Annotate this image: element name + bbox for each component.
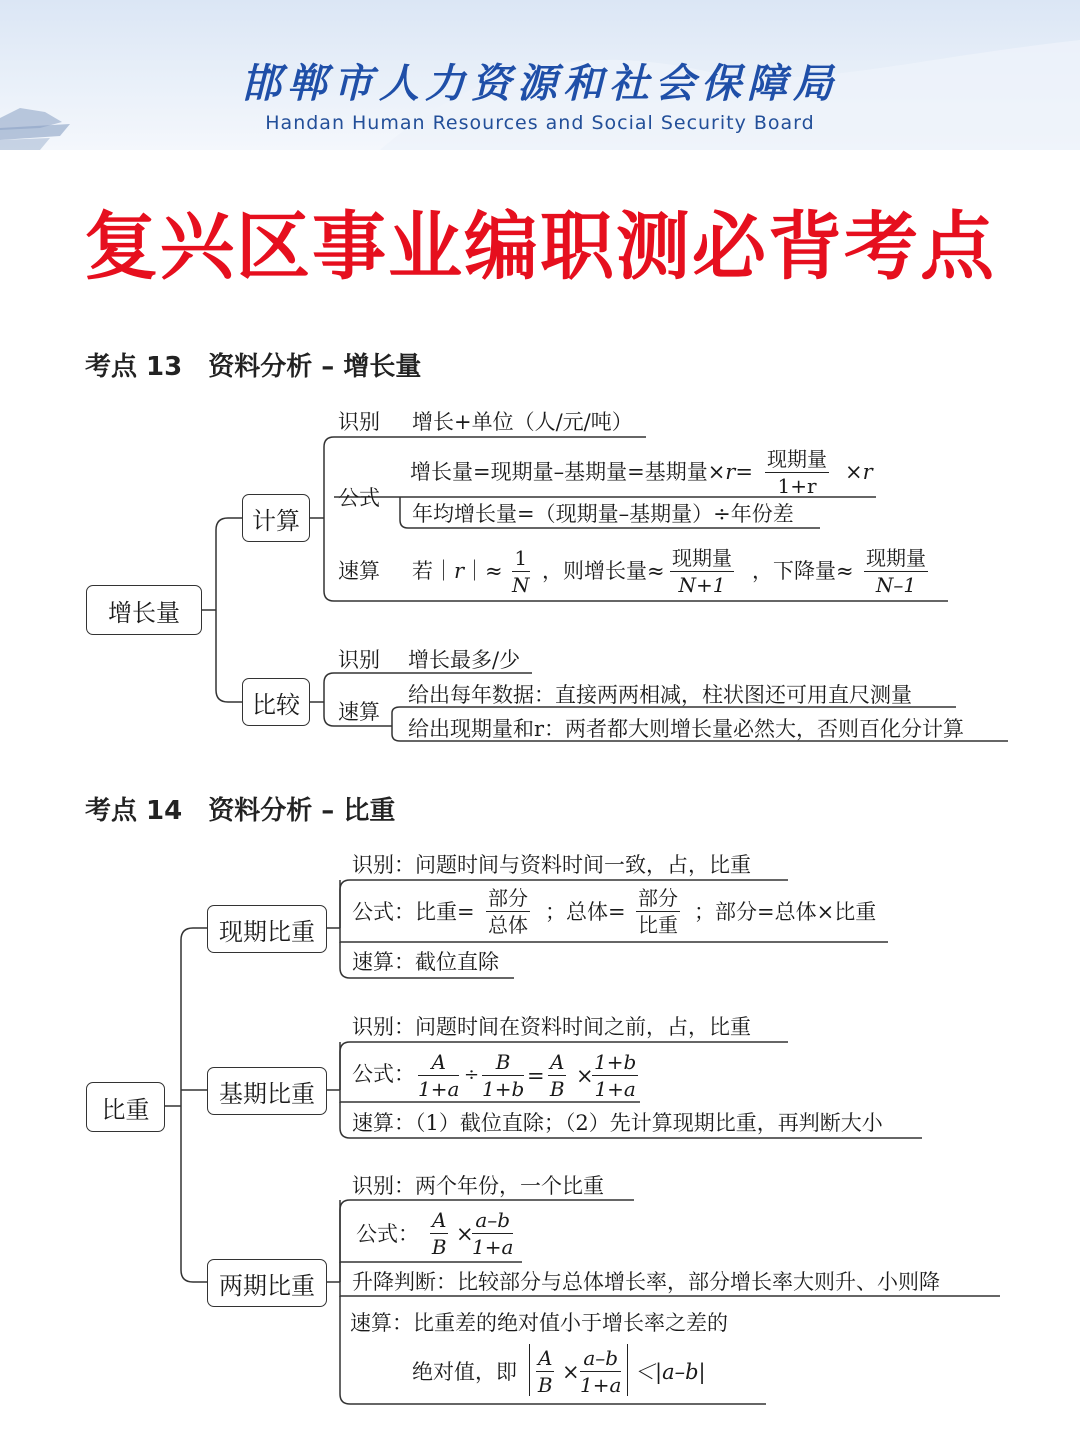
current-fraction-2 bbox=[636, 888, 680, 935]
base-identify: 识别：问题时间在资料时间之前，占，比重 bbox=[352, 1015, 751, 1039]
current-quick: 速算：截位直除 bbox=[352, 950, 499, 974]
label-quick: 速算 bbox=[338, 559, 380, 583]
fraction-numerator: A bbox=[418, 1052, 459, 1076]
current-formula-label: 公式：比重= bbox=[352, 900, 475, 924]
var-r: r bbox=[725, 460, 736, 484]
quick-fraction-2 bbox=[670, 548, 734, 595]
times-r: ×r bbox=[845, 460, 873, 484]
node-proportion bbox=[86, 1082, 165, 1132]
quick-approx: ｜≈ bbox=[464, 559, 503, 583]
two-quick-2: 绝对值，即 bbox=[412, 1360, 517, 1384]
formula-1 bbox=[410, 462, 753, 483]
fraction-denominator: 1+r bbox=[777, 474, 817, 498]
fraction-numerator: B bbox=[482, 1052, 524, 1076]
formula-2: 年均增长量=（现期量–基期量）÷年份差 bbox=[412, 502, 794, 526]
fraction-numerator: a–b bbox=[580, 1348, 621, 1372]
current-formula-mid: ；总体= bbox=[545, 900, 626, 924]
node-base-proportion bbox=[207, 1067, 327, 1115]
base-fraction-4 bbox=[592, 1052, 638, 1099]
fraction-numerator: 部分 bbox=[488, 886, 528, 910]
label-formula: 公式 bbox=[338, 486, 380, 510]
two-fraction-2 bbox=[472, 1210, 513, 1257]
current-identify: 识别：问题时间与资料时间一致，占，比重 bbox=[352, 853, 751, 877]
quick-if-text: 若｜ bbox=[412, 559, 454, 583]
divide-sign: ÷ bbox=[464, 1064, 480, 1085]
org-name-en: Handan Human Resources and Social Security Board bbox=[265, 112, 815, 134]
compare-quick-2: 给出现期量和r：两者都大则增长量必然大，否则百化分计算 bbox=[408, 717, 965, 741]
node-label: 增长量 bbox=[108, 598, 180, 627]
fraction-denominator: B bbox=[431, 1235, 447, 1259]
compare-quick-label: 速算 bbox=[338, 700, 380, 724]
compare-identify-text: 增长最多/少 bbox=[408, 648, 521, 672]
identify-text: 增长+单位（人/元/吨） bbox=[412, 410, 633, 434]
section-14-heading: 考点 14 资料分析 – 比重 bbox=[85, 796, 396, 826]
base-fraction-1 bbox=[418, 1052, 459, 1099]
compare-quick-1: 给出每年数据：直接两两相减，柱状图还可用直尺测量 bbox=[408, 683, 912, 707]
fraction-denominator: N+1 bbox=[678, 573, 726, 597]
node-label: 基期比重 bbox=[219, 1079, 315, 1108]
quick-if bbox=[412, 561, 503, 582]
two-identify: 识别：两个年份，一个比重 bbox=[352, 1174, 604, 1198]
fraction-denominator: 1+a bbox=[580, 1373, 622, 1397]
fraction-numerator: A bbox=[538, 1346, 553, 1370]
eq-sign: = bbox=[735, 460, 753, 484]
quick-down: ，下降量≈ bbox=[752, 559, 854, 583]
compare-identify-label: 识别 bbox=[338, 648, 380, 672]
fraction-denominator: 比重 bbox=[638, 913, 678, 937]
base-formula-label: 公式： bbox=[352, 1062, 415, 1086]
current-formula-end: ；部分=总体×比重 bbox=[694, 900, 877, 924]
node-label: 比较 bbox=[252, 690, 300, 719]
quick-fraction-3 bbox=[864, 548, 928, 595]
base-fraction-3 bbox=[548, 1052, 566, 1099]
node-two-period-proportion bbox=[207, 1259, 327, 1307]
base-fraction-2 bbox=[482, 1052, 524, 1099]
fraction-numerator: 现期量 bbox=[866, 546, 926, 570]
fraction-numerator: 现期量 bbox=[767, 447, 827, 471]
node-label: 比重 bbox=[101, 1095, 150, 1124]
fraction-denominator: 1+a bbox=[594, 1077, 636, 1101]
fraction-denominator: 总体 bbox=[488, 913, 528, 937]
label-identify: 识别 bbox=[338, 410, 380, 434]
fraction-denominator: B bbox=[549, 1077, 565, 1101]
var-r: r bbox=[454, 559, 465, 583]
times-sign: × bbox=[562, 1360, 580, 1384]
equals-sign: = bbox=[527, 1064, 545, 1088]
node-label: 现期比重 bbox=[219, 917, 315, 946]
two-formula-label: 公式： bbox=[356, 1222, 419, 1246]
fraction-denominator: 1+b bbox=[482, 1077, 525, 1101]
fraction-denominator: N bbox=[512, 573, 530, 597]
two-quick-1: 速算：比重差的绝对值小于增长率之差的 bbox=[350, 1311, 728, 1335]
fraction-denominator: B bbox=[537, 1373, 553, 1397]
fraction-numerator: 部分 bbox=[638, 886, 678, 910]
fraction-denominator: 1+a bbox=[418, 1077, 460, 1101]
node-current-proportion bbox=[207, 905, 327, 953]
fraction-numerator: A bbox=[550, 1050, 565, 1074]
fraction-numerator: A bbox=[432, 1208, 447, 1232]
two-judge: 升降判断：比较部分与总体增长率，部分增长率大则升、小则降 bbox=[352, 1270, 940, 1294]
node-compare bbox=[242, 678, 310, 726]
quick-fraction-1 bbox=[512, 548, 530, 595]
abs-bar-right bbox=[627, 1344, 629, 1396]
less-than-abs: ＜|a–b| bbox=[634, 1360, 706, 1384]
times-sign: × bbox=[456, 1222, 474, 1246]
current-fraction-1 bbox=[486, 888, 530, 935]
abs-bar-left bbox=[529, 1344, 531, 1396]
org-name-cn: 邯郸市人力资源和社会保障局 bbox=[241, 60, 839, 107]
two-fraction-1 bbox=[430, 1210, 448, 1257]
formula-1-fraction bbox=[765, 449, 829, 496]
node-label: 计算 bbox=[252, 506, 300, 535]
fraction-numerator: 1+b bbox=[594, 1050, 637, 1074]
fraction-numerator: 1 bbox=[512, 548, 530, 572]
times-sign: × bbox=[576, 1064, 594, 1088]
node-calc bbox=[242, 494, 310, 542]
node-growth-amount bbox=[86, 585, 202, 635]
section-13-heading: 考点 13 资料分析 – 增长量 bbox=[85, 352, 422, 382]
formula-1-text: 增长量=现期量–基期量=基期量× bbox=[410, 460, 726, 484]
quick-then: ，则增长量≈ bbox=[542, 559, 665, 583]
fraction-denominator: 1+a bbox=[472, 1235, 514, 1259]
node-label: 两期比重 bbox=[219, 1271, 315, 1300]
page-title: 复兴区事业编职测必背考点 bbox=[84, 204, 996, 290]
fraction-numerator: 现期量 bbox=[672, 546, 732, 570]
two-fraction-4 bbox=[580, 1348, 621, 1395]
base-quick: 速算：（1）截位直除；（2）先计算现期比重，再判断大小 bbox=[352, 1111, 883, 1135]
fraction-numerator: a–b bbox=[472, 1210, 513, 1234]
two-fraction-3 bbox=[536, 1348, 554, 1395]
fraction-denominator: N–1 bbox=[875, 573, 917, 597]
